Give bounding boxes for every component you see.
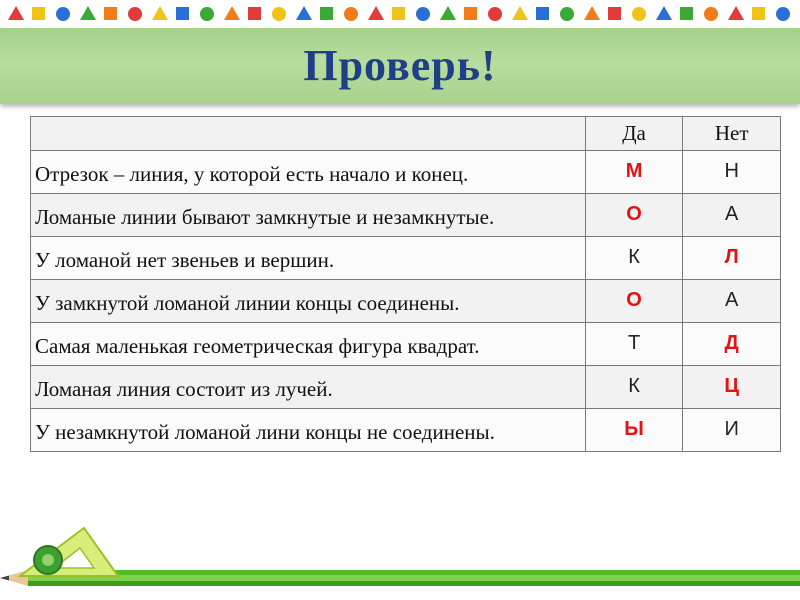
table-row xyxy=(31,366,781,409)
yes-answer-cell xyxy=(585,151,683,194)
decorative-shape xyxy=(560,7,574,21)
yes-answer-cell xyxy=(585,366,683,409)
no-letter: Ц xyxy=(724,375,739,397)
decorative-shape xyxy=(368,6,384,20)
decorative-shape xyxy=(632,7,646,21)
decorative-shape xyxy=(608,7,621,20)
yes-letter: М xyxy=(625,160,643,182)
statement-cell: Ломаная линия состоит из лучей. xyxy=(31,366,586,409)
decorative-shape xyxy=(344,7,358,21)
decorative-shape xyxy=(272,7,286,21)
statement-cell: Отрезок – линия, у которой есть начало и конец. xyxy=(31,151,586,194)
decorative-shape xyxy=(584,6,600,20)
decorative-shape xyxy=(296,6,312,20)
decorative-shape xyxy=(656,6,672,20)
yes-header: Да xyxy=(585,117,683,151)
decorative-shape xyxy=(728,6,744,20)
statement-cell: Самая маленькая геометрическая фигура квадрат. xyxy=(31,323,586,366)
decorative-shape xyxy=(704,7,718,21)
yes-letter: О xyxy=(626,289,642,311)
decorative-shape xyxy=(680,7,693,20)
no-letter: Д xyxy=(724,332,739,354)
decorative-shape xyxy=(80,6,96,20)
statement-cell: У незамкнутой ломаной лини концы не соединены. xyxy=(31,409,586,452)
decorative-shape xyxy=(464,7,477,20)
decorative-shapes-strip xyxy=(0,0,800,28)
decorative-shape xyxy=(440,6,456,20)
triangle-ruler-icon xyxy=(14,520,124,580)
yes-answer-cell xyxy=(585,237,683,280)
decorative-shape xyxy=(32,7,45,20)
no-answer-cell xyxy=(683,237,781,280)
no-letter: Л xyxy=(724,246,739,268)
no-answer-cell xyxy=(683,323,781,366)
no-answer-cell xyxy=(683,194,781,237)
yes-answer-cell xyxy=(585,194,683,237)
decorative-shape xyxy=(320,7,333,20)
decorative-shape xyxy=(128,7,142,21)
shapes-strip-graphic xyxy=(0,0,800,28)
no-answer-cell xyxy=(683,366,781,409)
decorative-shape xyxy=(176,7,189,20)
table-row xyxy=(31,151,781,194)
decorative-shape xyxy=(536,7,549,20)
decorative-shape xyxy=(752,7,765,20)
statement-cell: У ломаной нет звеньев и вершин. xyxy=(31,237,586,280)
no-letter: А xyxy=(725,289,739,311)
statement-header xyxy=(31,117,586,151)
no-header: Нет xyxy=(683,117,781,151)
decorative-shape xyxy=(488,7,502,21)
no-letter: И xyxy=(724,418,739,440)
table-row xyxy=(31,194,781,237)
table-row xyxy=(31,409,781,452)
no-letter: А xyxy=(725,203,739,225)
yes-letter: К xyxy=(628,246,640,268)
statement-cell: Ломаные линии бывают замкнутые и незамкнутые. xyxy=(31,194,586,237)
yes-answer-cell xyxy=(585,280,683,323)
no-letter: Н xyxy=(724,160,739,182)
decorative-shape xyxy=(8,6,24,20)
no-answer-cell xyxy=(683,409,781,452)
yes-letter: О xyxy=(626,203,642,225)
yes-letter: Ы xyxy=(624,418,644,440)
yes-letter: Т xyxy=(627,332,641,354)
decorative-shape xyxy=(512,6,528,20)
decorative-shape xyxy=(776,7,790,21)
table-header-row xyxy=(31,117,781,151)
decorative-shape xyxy=(416,7,430,21)
quiz-table xyxy=(30,116,781,452)
decorative-shape xyxy=(224,6,240,20)
page-title: Проверь! xyxy=(303,41,497,90)
yes-letter: К xyxy=(628,375,640,397)
table-row xyxy=(31,280,781,323)
no-answer-cell xyxy=(683,151,781,194)
decorative-shape xyxy=(200,7,214,21)
yes-answer-cell xyxy=(585,409,683,452)
decorative-shape xyxy=(104,7,117,20)
decorative-shape xyxy=(248,7,261,20)
no-answer-cell xyxy=(683,280,781,323)
table-row xyxy=(31,323,781,366)
decorative-shape xyxy=(392,7,405,20)
yes-answer-cell xyxy=(585,323,683,366)
decorative-shape xyxy=(152,6,168,20)
decorative-shape xyxy=(56,7,70,21)
statement-cell: У замкнутой ломаной линии концы соединены. xyxy=(31,280,586,323)
table-row xyxy=(31,237,781,280)
